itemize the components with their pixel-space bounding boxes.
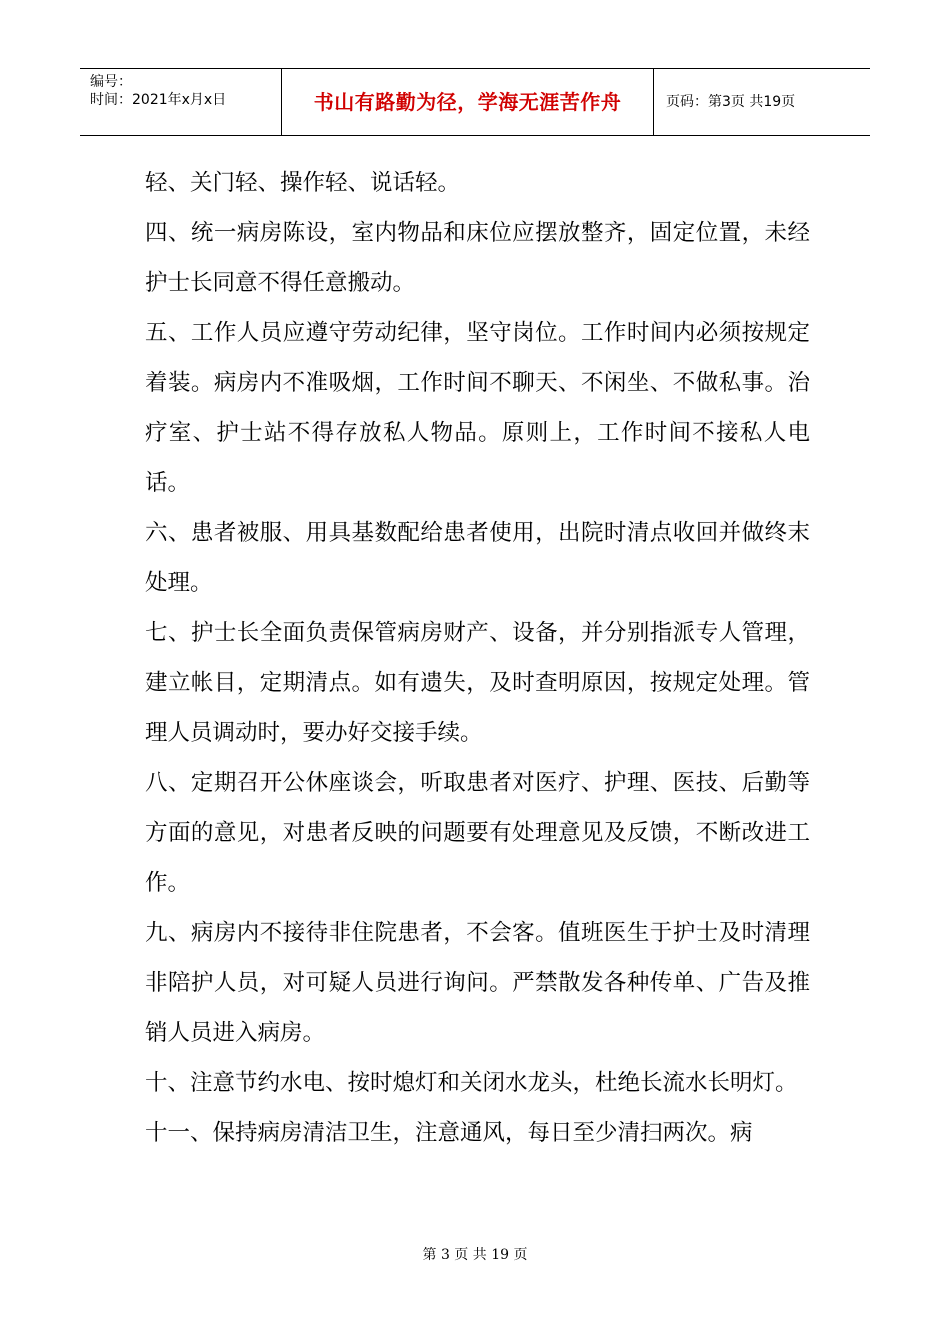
body-paragraph: 轻、关门轻、操作轻、说话轻。: [145, 170, 461, 196]
body-paragraph: 六、患者被服、用具基数配给患者使用，出院时清点收回并做终末处理。: [145, 520, 810, 596]
header-motto: 书山有路勤为径，学海无涯苦作舟: [282, 69, 654, 135]
page-footer: 第 3 页 共 19 页: [422, 1247, 528, 1263]
body-paragraph: 十一、保持病房清洁卫生，注意通风，每日至少清扫两次。病: [145, 1120, 753, 1146]
page-header: [80, 68, 870, 136]
document-body: [145, 158, 810, 1158]
body-paragraph: 九、病房内不接待非住院患者，不会客。值班医生于护士及时清理非陪护人员，对可疑人员进行询问。严禁散发各种传单、广告及推销人员进入病房。: [145, 920, 810, 1046]
body-paragraph: 七、护士长全面负责保管病房财产、设备，并分别指派专人管理，建立帐目，定期清点。如有遗失，及时查明原因，按规定处理。管理人员调动时，要办好交接手续。: [145, 620, 810, 746]
body-paragraph: 四、统一病房陈设，室内物品和床位应摆放整齐，固定位置，未经护士长同意不得任意搬动。: [145, 220, 810, 296]
header-page-info: 页码：第3页 共19页: [666, 94, 796, 110]
body-paragraph: 十、注意节约水电、按时熄灯和关闭水龙头，杜绝长流水长明灯。: [145, 1070, 798, 1096]
document-number-label: 编号：: [90, 74, 132, 90]
document-date: 时间：2021年x月x日: [90, 92, 227, 108]
header-meta: [80, 69, 282, 135]
body-paragraph: 五、工作人员应遵守劳动纪律，坚守岗位。工作时间内必须按规定着装。病房内不准吸烟，工作时间不聊天、不闲坐、不做私事。治疗室、护士站不得存放私人物品。原则上，工作时间不接私人电话。: [145, 320, 810, 496]
body-paragraph: 八、定期召开公休座谈会，听取患者对医疗、护理、医技、后勤等方面的意见，对患者反映的问题要有处理意见及反馈，不断改进工作。: [145, 770, 810, 896]
